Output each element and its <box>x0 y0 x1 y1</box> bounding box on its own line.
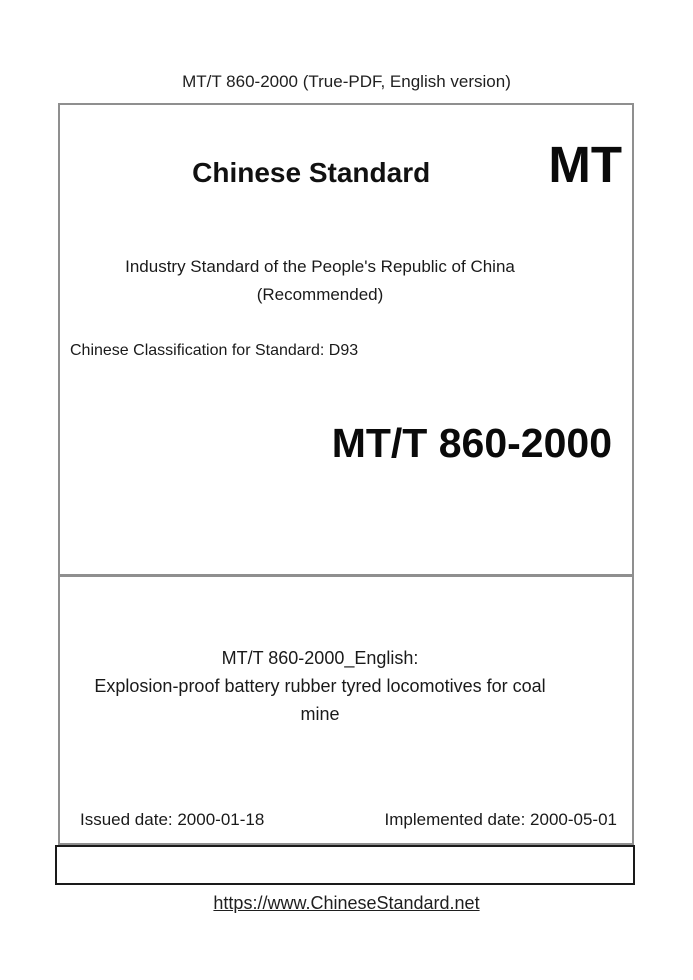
document-title-block <box>60 644 632 728</box>
document-title-line-3: mine <box>300 704 340 724</box>
cover-box <box>58 103 634 845</box>
footer-empty-box <box>55 845 635 885</box>
document-title-line-2: Explosion-proof battery rubber tyred locomotives for coal <box>94 676 546 696</box>
brand-logo-mt: MT <box>548 136 622 193</box>
brand-row <box>60 136 632 193</box>
issued-date: Issued date: 2000-01-18 <box>80 810 265 829</box>
dates-row <box>60 810 632 830</box>
subtitle-line-1: Industry Standard of the People's Republic of China <box>125 257 515 276</box>
site-link[interactable]: https://www.ChineseStandard.net <box>213 893 480 913</box>
subtitle-line-2: (Recommended) <box>256 285 384 304</box>
section-divider <box>60 574 632 577</box>
subtitle-block <box>60 253 632 309</box>
page-header-title: MT/T 860-2000 (True-PDF, English version) <box>182 72 511 91</box>
standard-number: MT/T 860-2000 <box>331 420 612 466</box>
document-title-line-1: MT/T 860-2000_English: <box>221 648 419 668</box>
brand-title: Chinese Standard <box>192 157 431 188</box>
classification-note: Chinese Classification for Standard: D93 <box>70 342 359 359</box>
implemented-date: Implemented date: 2000-05-01 <box>384 810 617 829</box>
